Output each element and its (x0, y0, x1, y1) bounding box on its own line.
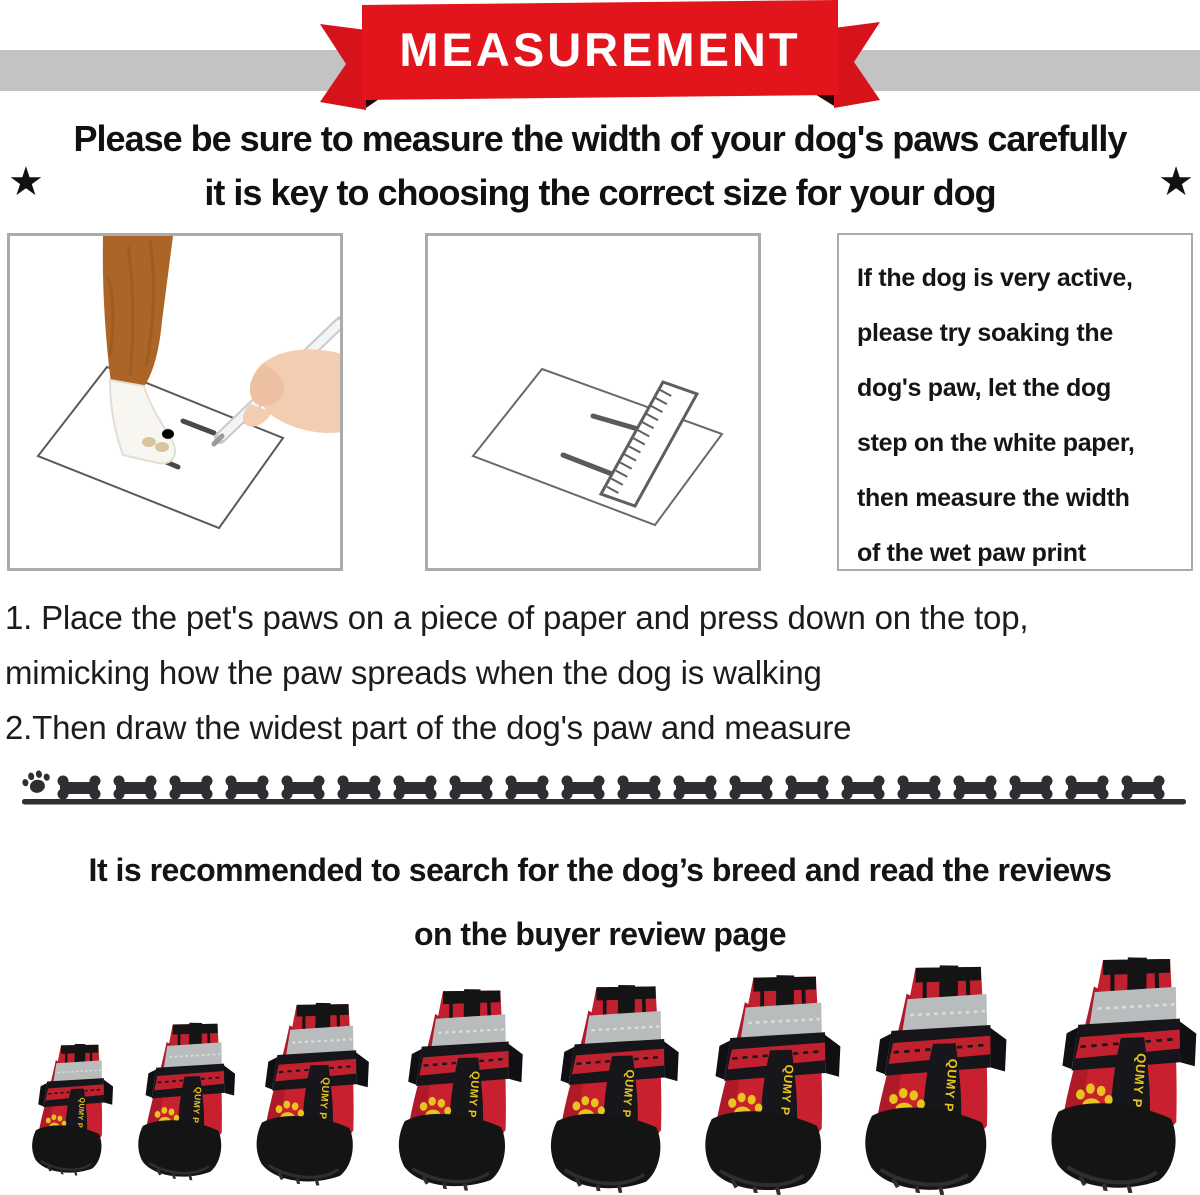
active-dog-tip-box (837, 233, 1193, 571)
boot-image-size1 (24, 1039, 120, 1184)
star-icon: ★ (8, 160, 44, 204)
step2: 2.Then draw the widest part of the dog's paw and measure (5, 709, 852, 746)
boot-image-size2 (129, 1016, 243, 1189)
paw-tracing-photo-box (7, 233, 343, 571)
recommendation-line2: on the buyer review page (413, 916, 787, 952)
boot-image-size8 (1038, 948, 1200, 1195)
recommendation-line1: It is recommended to search for the dog’s breed and read the reviews (88, 852, 1112, 888)
bone-divider (0, 766, 1200, 812)
ruler-measure-illustration (428, 236, 758, 568)
step1-line1: 1. Place the pet's paws on a piece of paper and press down on the top, (5, 599, 1029, 636)
tip-line: step on the white paper, (857, 429, 1135, 457)
paw-print-icon (21, 768, 53, 795)
boot-image-size5 (539, 977, 689, 1195)
tip-line: then measure the width (857, 484, 1130, 512)
headline-line2: it is key to choosing the correct size for your dog (204, 172, 996, 213)
paw-tracing-illustration (10, 236, 340, 568)
headline-line1: Please be sure to measure the width of your dog's paws carefully (73, 118, 1127, 159)
measurement-ribbon (318, 0, 882, 120)
boot-image-size4 (387, 981, 533, 1195)
ruler-measure-sketch-box (425, 233, 761, 571)
boot-image-size7 (852, 956, 1018, 1195)
tip-line: of the wet paw print (857, 539, 1086, 567)
tip-line: dog's paw, let the dog (857, 374, 1111, 402)
tip-line: please try soaking the (857, 319, 1113, 347)
boot-image-size6 (692, 966, 851, 1195)
star-icon: ★ (1158, 160, 1194, 204)
step1-line2: mimicking how the paw spreads when the dog is walking (5, 654, 822, 691)
headline (0, 112, 1200, 220)
boot-image-size3 (246, 995, 378, 1194)
review-recommendation (0, 838, 1200, 966)
instruction-steps (5, 590, 1200, 755)
tip-line: If the dog is very active, (857, 264, 1133, 292)
banner-title: MEASUREMENT (399, 22, 801, 76)
